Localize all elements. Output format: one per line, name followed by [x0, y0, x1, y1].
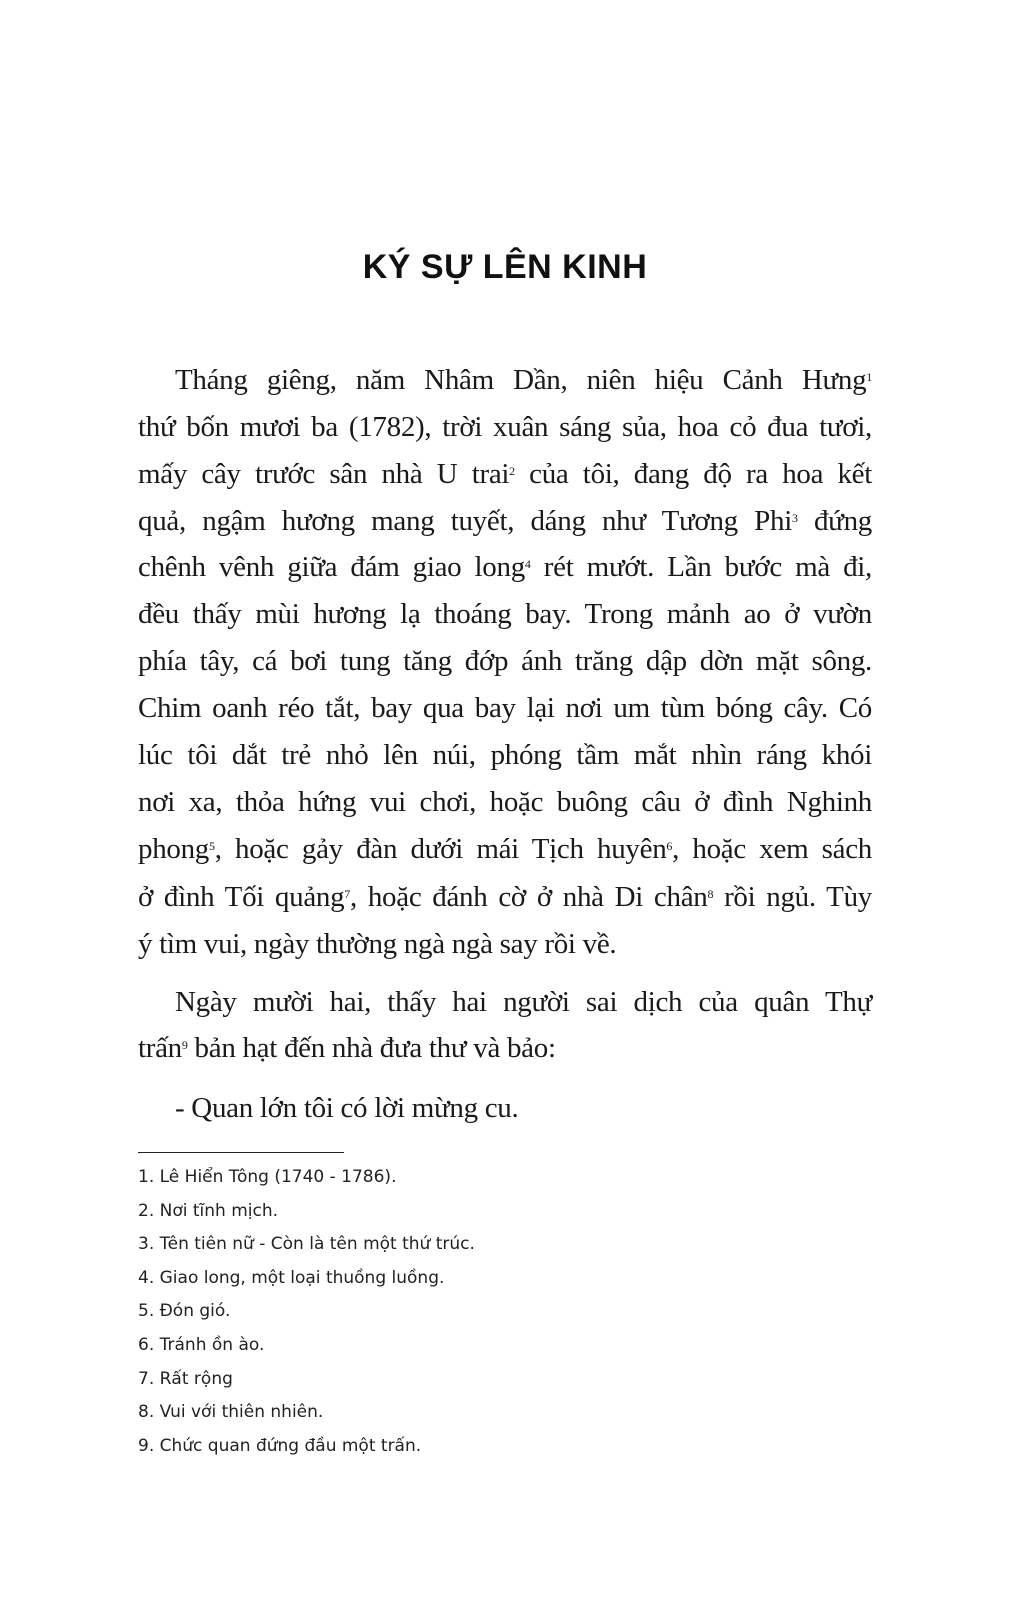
text-run: lúc tôi dắt trẻ nhỏ lên núi, phóng tầm mắt nhìn ráng khói	[138, 739, 872, 771]
body-line	[138, 1030, 872, 1066]
text-run: phong	[138, 833, 210, 865]
body-line	[138, 690, 872, 726]
body-line	[138, 879, 872, 915]
body-line	[138, 926, 872, 962]
footnote-marker: 7	[344, 887, 350, 901]
text-run: thứ bốn mươi ba (1782), trời xuân sáng sủa, hoa cỏ đua tươi,	[138, 411, 872, 443]
text-run: đứng	[797, 505, 872, 537]
body-line	[138, 831, 872, 867]
text-run: của tôi, đang độ ra hoa kết	[514, 458, 872, 490]
text-run: Chim oanh réo tắt, bay qua bay lại nơi um tùm bóng cây. Có	[138, 692, 872, 724]
footnote-item: 5. Đón gió.	[138, 1301, 231, 1322]
body-line	[138, 784, 872, 820]
body-line	[138, 596, 872, 632]
body-line	[138, 503, 872, 539]
text-run: trấn	[138, 1032, 182, 1064]
text-run: , hoặc xem sách	[672, 833, 873, 865]
text-run: Ngày mười hai, thấy hai người sai dịch của quân Thự	[175, 986, 872, 1018]
body-line	[138, 737, 872, 773]
body-line	[138, 456, 872, 492]
footnote-divider	[138, 1152, 344, 1153]
footnote-item: 4. Giao long, một loại thuồng luồng.	[138, 1267, 445, 1288]
footnote-item: 6. Tránh ồn ào.	[138, 1335, 265, 1355]
text-run: , hoặc đánh cờ ở nhà Di chân	[350, 881, 708, 913]
footnote-item: 3. Tên tiên nữ - Còn là tên một thứ trúc.	[138, 1234, 475, 1255]
text-run: rét mướt. Lần bước mà đi,	[530, 551, 872, 583]
text-run: ý tìm vui, ngày thường ngà ngà say rồi về.	[138, 928, 617, 960]
footnote-marker: 8	[707, 887, 714, 901]
footnote-item: 8. Vui với thiên nhiên.	[138, 1402, 324, 1423]
footnote-marker: 3	[791, 511, 798, 525]
text-run: nơi xa, thỏa hứng vui chơi, hoặc buông câu ở đình Nghinh	[138, 786, 872, 818]
text-run: đều thấy mùi hương lạ thoáng bay. Trong mảnh ao ở vườn	[138, 598, 872, 630]
text-run: ở đình Tối quảng	[138, 881, 345, 913]
text-run: bản hạt đến nhà đưa thư và bảo:	[187, 1032, 556, 1064]
chapter-title: KÝ SỰ LÊN KINH	[362, 248, 648, 286]
text-run: phía tây, cá bơi tung tăng đớp ánh trăng dập dờn mặt sông.	[138, 645, 872, 677]
footnote-marker: 9	[181, 1038, 188, 1052]
footnote-item: 7. Rất rộng	[138, 1368, 233, 1389]
text-run: chênh vênh giữa đám giao long	[138, 551, 525, 583]
footnote-marker: 2	[509, 464, 515, 478]
body-line	[138, 549, 872, 585]
text-run: mấy cây trước sân nhà U trai	[138, 458, 510, 490]
footnote-item: 2. Nơi tĩnh mịch.	[138, 1200, 279, 1221]
body-line	[138, 643, 872, 679]
body-line	[138, 409, 872, 445]
body-line	[138, 1090, 872, 1126]
text-run: - Quan lớn tôi có lời mừng cu.	[175, 1092, 519, 1124]
body-line	[138, 984, 872, 1020]
footnote-marker: 4	[524, 557, 531, 571]
footnote-marker: 5	[209, 839, 215, 853]
footnote-item: 9. Chức quan đứng đầu một trấn.	[138, 1435, 422, 1456]
footnote-marker: 6	[666, 839, 673, 853]
footnote-marker: 1	[866, 370, 872, 384]
footnote-item: 1. Lê Hiển Tông (1740 - 1786).	[138, 1167, 397, 1187]
text-run: Tháng giêng, năm Nhâm Dần, niên hiệu Cảnh Hưng	[175, 364, 867, 396]
body-line	[138, 362, 872, 398]
text-run: , hoặc gảy đàn dưới mái Tịch huyên	[214, 833, 667, 865]
text-run: quả, ngậm hương mang tuyết, dáng như Tương Phi	[138, 505, 792, 537]
text-run: rồi ngủ. Tùy	[713, 881, 873, 913]
